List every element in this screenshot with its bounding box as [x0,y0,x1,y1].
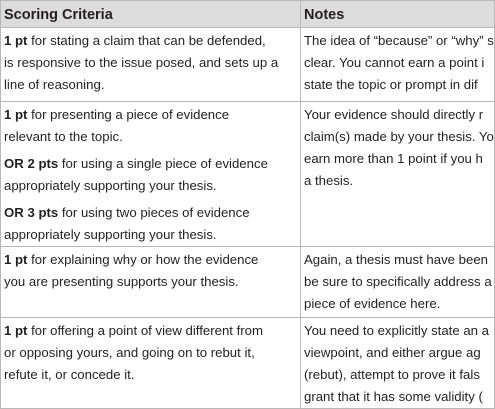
notes-line: You need to explicitly state an a [304,323,489,338]
header-scoring-criteria: Scoring Criteria [1,1,301,28]
criteria-text: for using a single piece of evidence [58,156,268,171]
notes-line: The idea of “because” or “why” s [304,33,494,48]
notes-line: piece of evidence here. [304,296,441,311]
criteria-text: for presenting a piece of evidence [27,107,230,122]
criteria-line: line of reasoning. [4,77,105,92]
table-row [1,247,495,318]
criteria-cell [1,102,301,247]
points-label: 1 pt [4,252,28,267]
notes-line: (rebut), attempt to prove it fals [304,367,480,382]
notes-line: clear. You cannot earn a point i [304,55,485,70]
notes-line: viewpoint, and either argue ag [304,345,481,360]
criteria-cell [1,28,301,102]
points-label: 1 pt [4,33,28,48]
criteria-line: relevant to the topic. [4,129,123,144]
criteria-line [4,202,295,224]
points-label: 1 pt [4,107,28,122]
header-notes: Notes [301,1,495,28]
criteria-line [4,30,295,52]
notes-line: Your evidence should directly r [304,107,484,122]
criteria-text: for offering a point of view different from [27,323,263,338]
criteria-text: for explaining why or how the evidence [27,252,259,267]
criteria-line: you are presenting supports your thesis. [4,274,239,289]
criteria-line: is responsive to the issue posed, and sets up a [4,55,279,70]
notes-cell [301,318,495,409]
criteria-line [4,153,295,175]
notes-line: claim(s) made by your thesis. Yo [304,129,494,144]
criteria-line [4,249,295,271]
criteria-cell [1,247,301,318]
points-label: OR 2 pts [4,156,59,171]
table-row [1,102,495,247]
criteria-line [4,104,295,126]
table-row [1,28,495,102]
notes-cell [301,247,495,318]
notes-line: Again, a thesis must have been [304,252,489,267]
table-row [1,318,495,409]
criteria-cell [1,318,301,409]
criteria-line: refute it, or concede it. [4,367,135,382]
criteria-line: appropriately supporting your thesis. [4,227,217,242]
criteria-text: for stating a claim that can be defended, [27,33,266,48]
notes-cell [301,102,495,247]
criteria-line: appropriately supporting your thesis. [4,178,217,193]
header-row [1,1,495,28]
criteria-text: for using two pieces of evidence [58,205,250,220]
notes-line: earn more than 1 point if you h [304,151,483,166]
points-label: 1 pt [4,323,28,338]
notes-line: a thesis. [304,173,354,188]
criteria-line [4,320,295,342]
notes-cell [301,28,495,102]
notes-line: state the topic or prompt in dif [304,77,478,92]
points-label: OR 3 pts [4,205,59,220]
criteria-line: or opposing yours, and going on to rebut it, [4,345,255,360]
notes-line: be sure to specifically address a [304,274,492,289]
notes-line: grant that it has some validity ( [304,389,483,404]
